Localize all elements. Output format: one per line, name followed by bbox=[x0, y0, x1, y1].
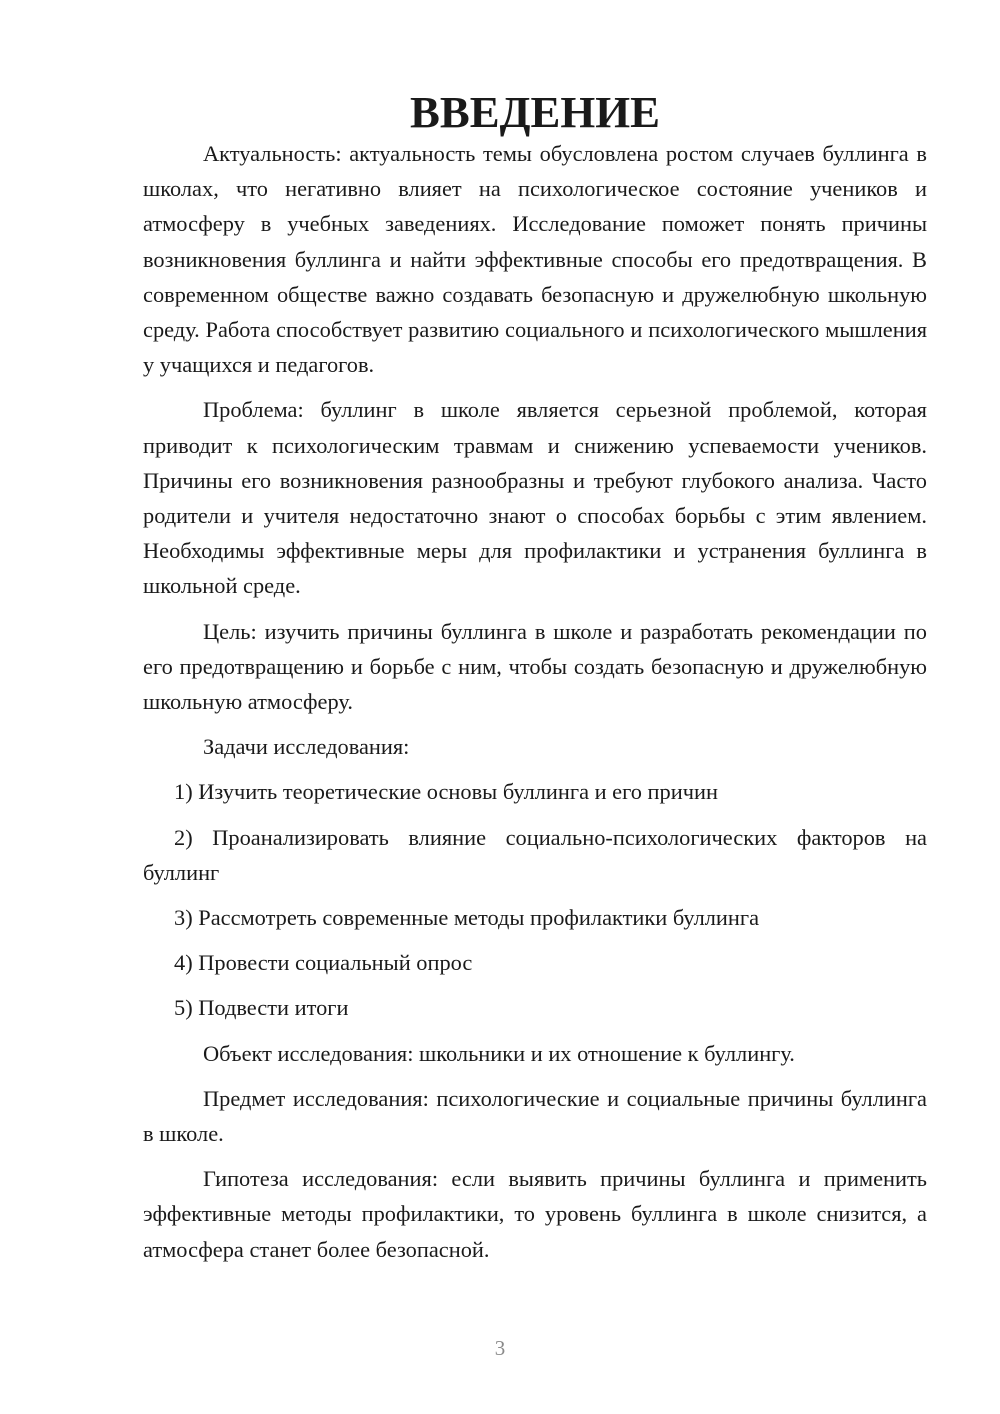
paragraph-goal: Цель: изучить причины буллинга в школе и разработать рекомендации по его предотвращению и борьбе с ним, чтобы создать безопасную и дружелюбную школьную атмосферу. bbox=[143, 618, 927, 715]
page-number: 3 bbox=[494, 1336, 506, 1360]
paragraph-problem: Проблема: буллинг в школе является серьезной проблемой, которая приводит к психологическим травмам и снижению успеваемости учеников. Причины его возникновения разнообразны и требуют глубокого анализа. Часто родители и учителя недостаточно знают о способах борьбы с этим явлением. Необходимы эффективные меры для профилактики и устранения буллинга в школьной среде. bbox=[143, 397, 927, 599]
task-item: 4) Провести социальный опрос bbox=[174, 950, 473, 976]
paragraph-hypothesis: Гипотеза исследования: если выявить причины буллинга и применить эффективные методы профилактики, то уровень буллинга в школе снизится, а атмосфера станет более безопасной. bbox=[143, 1166, 927, 1262]
paragraph-object: Объект исследования: школьники и их отношение к буллингу. bbox=[203, 1040, 795, 1066]
task-item: 3) Рассмотреть современные методы профилактики буллинга bbox=[174, 905, 760, 931]
paragraph-subject: Предмет исследования: психологические и социальные причины буллинга в школе. bbox=[143, 1085, 927, 1147]
task-item: 1) Изучить теоретические основы буллинга и его причин bbox=[174, 779, 718, 805]
task-item: 5) Подвести итоги bbox=[174, 995, 349, 1021]
tasks-heading: Задачи исследования: bbox=[203, 734, 410, 760]
section-title: ВВЕДЕНИЕ bbox=[410, 87, 660, 137]
document-body bbox=[143, 87, 927, 1277]
paragraph-relevance: Актуальность: актуальность темы обусловлена ростом случаев буллинга в школах, что негативно влияет на психологическое состояние учеников и атмосферу в учебных заведениях. Исследование поможет понять причины возникновения буллинга и найти эффективные способы его предотвращения. В современном обществе важно создавать безопасную и дружелюбную школьную среду. Работа способствует развитию социального и психологического мышления у учащихся и педагогов. bbox=[143, 141, 927, 378]
task-item: 2) Проанализировать влияние социально-психологических факторов на буллинг bbox=[143, 824, 927, 885]
